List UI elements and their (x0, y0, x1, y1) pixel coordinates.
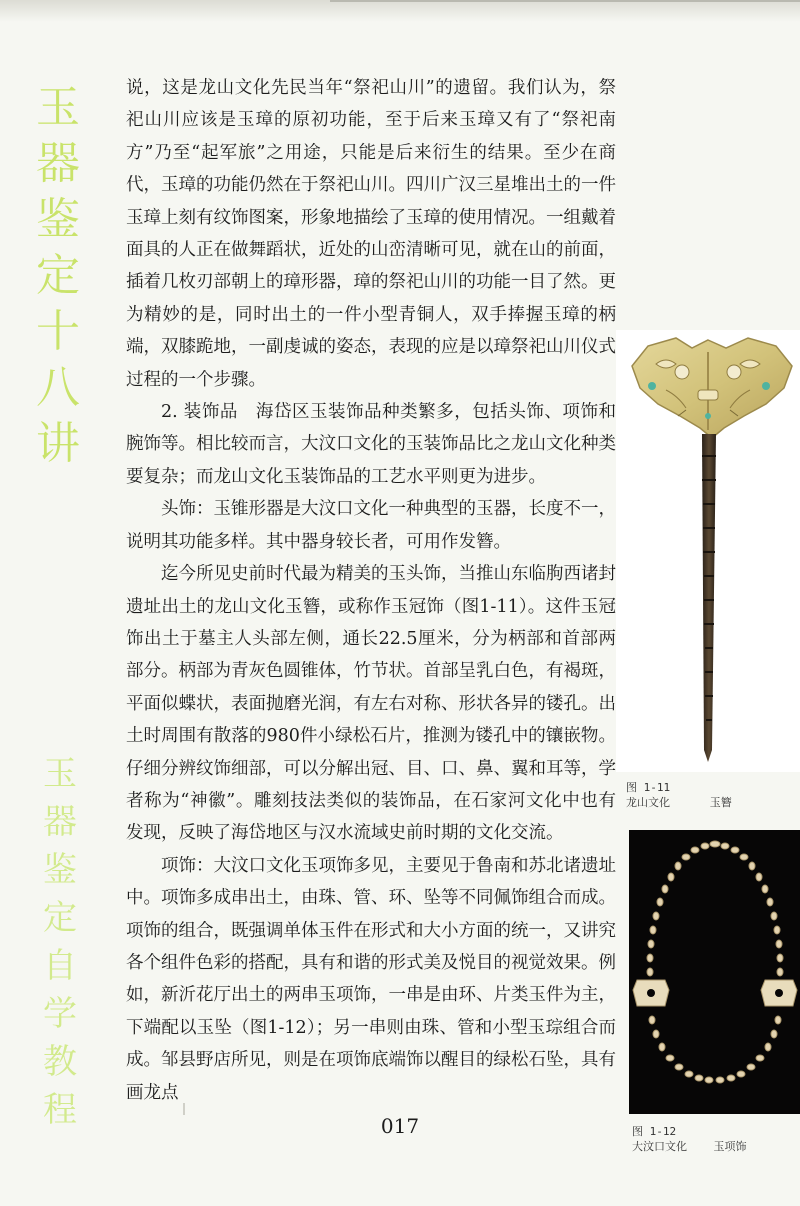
figure-description (626, 795, 732, 810)
side-title (34, 80, 82, 472)
page-mark (183, 1103, 185, 1115)
side-subtitle-char: 器 (43, 802, 77, 842)
side-subtitle-char: 学 (43, 994, 77, 1034)
figure-culture: 大汶口文化 (632, 1140, 687, 1153)
paragraph: 头饰：玉锥形器是大汶口文化一种典型的玉器，长度不一，说明其功能多样。其中器身较长者，可用作发簪。 (126, 499, 616, 552)
figure-label: 图 1-12 (632, 1125, 677, 1138)
paragraph: 2. 装饰品 海岱区玉装饰品种类繁多，包括头饰、项饰和腕饰等。相比较而言，大汶口文化的玉装饰品比之龙山文化种类要复杂；而龙山文化玉装饰品的工艺水平则更为进步。 (126, 402, 616, 487)
side-subtitle-char: 定 (43, 898, 77, 938)
figure-label: 图 1-11 (626, 781, 671, 794)
figure-description (632, 1139, 747, 1154)
side-title-char: 鉴 (36, 194, 80, 245)
figure-jade-necklace (629, 830, 800, 1114)
side-subtitle-char: 程 (43, 1090, 77, 1130)
figure-jade-hairpin (616, 330, 800, 772)
body-text (126, 72, 616, 1109)
side-title-char: 器 (36, 138, 80, 189)
jade-hairpin-illustration (616, 330, 800, 772)
side-subtitle-char: 教 (43, 1042, 77, 1082)
side-subtitle-char: 鉴 (43, 850, 77, 890)
side-subtitle-char: 自 (43, 946, 77, 986)
side-subtitle-char: 玉 (43, 754, 77, 794)
figure-name: 玉簪 (709, 796, 732, 809)
side-title-char: 玉 (36, 82, 80, 133)
side-title-char: 讲 (36, 418, 80, 469)
page-top-rule (330, 0, 800, 2)
jade-necklace-illustration (629, 830, 800, 1114)
side-title-char: 定 (36, 250, 80, 301)
paragraph: 迄今所见史前时代最为精美的玉头饰，当推山东临朐西诸封遗址出土的龙山文化玉簪，或称作玉冠饰（图1-11）。这件玉冠饰出土于墓主人头部左侧，通长22.5厘米，分为柄部和首部两部分。柄部为青灰色圆锥体，竹节状。首部呈乳白色，有褐斑，平面似蝶状，表面抛磨光润，有左右对称、形状各异的镂孔。出土时周围有散落的980件小绿松石片，推测为镂孔中的镶嵌物。仔细分辨纹饰细部，可以分解出冠、目、口、鼻、翼和耳等，学者称为“神徽”。雕刻技法类似的装饰品，在石家河文化中也有发现，反映了海岱地区与汉水流域史前时期的文化交流。 (126, 564, 616, 844)
paragraph: 说，这是龙山文化先民当年“祭祀山川”的遗留。我们认为，祭祀山川应该是玉璋的原初功能，至于后来玉璋又有了“祭祀南方”乃至“起军旅”之用途，只能是后来衍生的结果。至少在商代，玉璋的功能仍然在于祭祀山川。四川广汉三星堆出土的一件玉璋上刻有纹饰图案，形象地描绘了玉璋的使用情况。一组戴着面具的人正在做舞蹈状，近处的山峦清晰可见，就在山的前面，插着几枚刃部朝上的璋形器，璋的祭祀山川的功能一目了然。更为精妙的是，同时出土的一件小型青铜人，双手捧握玉璋的柄端，双膝跪地，一副虔诚的姿态，表现的应是以璋祭祀山川仪式过程的一个步骤。 (126, 78, 616, 390)
page-top-edge (0, 0, 800, 22)
paragraph: 项饰：大汶口文化玉项饰多见，主要见于鲁南和苏北诸遗址中。项饰多成串出土，由珠、管、环、坠等不同佩饰组合而成。项饰的组合，既强调单体玉件在形式和大小方面的统一，又讲究各个组件色彩的搭配，具有和谐的形式美及悦目的视觉效果。例如，新沂花厅出土的两串玉项饰，一串是由环、片类玉件为主，下端配以玉坠（图1-12）；另一串则由珠、管和小型玉琮组合而成。邹县野店所见，则是在项饰底端饰以醒目的绿松石坠，具有画龙点 (126, 855, 616, 1103)
side-subtitle (40, 750, 80, 1134)
figure-1-11-caption (626, 780, 732, 810)
side-title-char: 八 (36, 362, 80, 413)
page-number: 017 (380, 1114, 420, 1138)
figure-1-12-caption (632, 1124, 747, 1154)
figure-name: 玉项饰 (713, 1140, 747, 1153)
side-title-char: 十 (36, 306, 80, 357)
figure-culture: 龙山文化 (626, 796, 670, 809)
